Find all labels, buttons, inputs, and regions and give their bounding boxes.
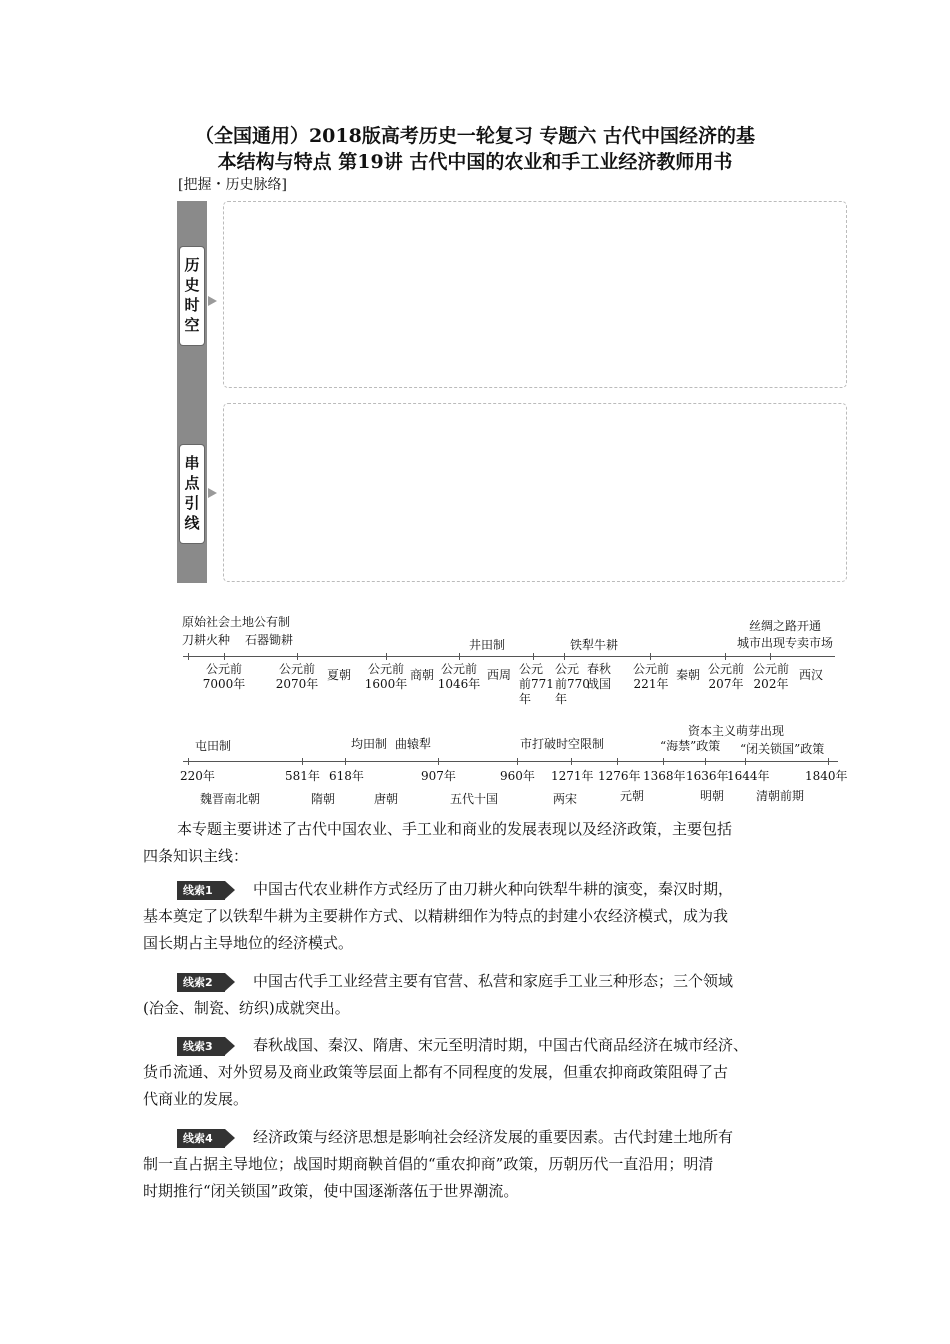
tl2-era: 明朝 bbox=[700, 789, 725, 803]
clue-1 bbox=[143, 876, 823, 957]
section-heading: [把握・历史脉络] bbox=[178, 177, 287, 193]
tl1-label: 铁犁牛耕 bbox=[570, 638, 619, 652]
tl1-date: 公元前 bbox=[752, 662, 790, 676]
tl1-era: 西汉 bbox=[799, 668, 824, 682]
tl2-era: 隋朝 bbox=[311, 792, 336, 806]
tl2-date: 907年 bbox=[421, 769, 456, 783]
tl2-era: 清朝前期 bbox=[756, 789, 805, 803]
tl2-tick bbox=[705, 758, 706, 765]
tl1-tick bbox=[564, 653, 565, 660]
tl2-tick bbox=[345, 758, 346, 765]
clue-line: 国长期占主导地位的经济模式。 bbox=[143, 934, 354, 952]
clue-line: 春秋战国、秦汉、隋唐、宋元至明清时期，中国古代商品经济在城市经济、 bbox=[253, 1036, 749, 1054]
tl2-date: 960年 bbox=[500, 769, 535, 783]
tl1-tick bbox=[533, 653, 534, 660]
clue-line: 中国古代农业耕作方式经历了由刀耕火种向铁犁牛耕的演变，秦汉时期， bbox=[253, 880, 734, 898]
tl1-date: 公元前 bbox=[367, 662, 405, 676]
tl2-tick bbox=[517, 758, 518, 765]
clue-line: 时期推行“闭关锁国”政策，使中国逐渐落伍于世界潮流。 bbox=[143, 1182, 519, 1200]
label-char: 点 bbox=[184, 474, 200, 492]
tl2-tick bbox=[663, 758, 664, 765]
tl2-date: 1368年 bbox=[643, 769, 686, 783]
tl1-label: 原始社会土地公有制 bbox=[182, 615, 291, 629]
tl2-era: 唐朝 bbox=[374, 792, 399, 806]
clue-badge: 线索3 bbox=[177, 1037, 225, 1056]
intro-line: 本专题主要讲述了古代中国农业、手工业和商业的发展表现以及经济政策，主要包括 bbox=[177, 820, 733, 838]
tl2-era: 两宋 bbox=[553, 792, 578, 806]
tl1-label: 井田制 bbox=[469, 638, 506, 652]
label-connect-points bbox=[180, 445, 204, 543]
tl1-date: 公元 bbox=[555, 662, 580, 676]
tl1-date: 207年 bbox=[708, 677, 744, 691]
tl1-era: 春秋 bbox=[587, 662, 612, 676]
tl2-label: 市打破时空限制 bbox=[520, 737, 605, 751]
tl2-tick bbox=[302, 758, 303, 765]
tl2-label: 均田制 bbox=[351, 737, 388, 751]
label-history-time-space bbox=[180, 247, 204, 345]
tl2-label: 屯田制 bbox=[195, 739, 232, 753]
document-title-line1: （全国通用）2018版高考历史一轮复习 专题六 古代中国经济的基 bbox=[194, 125, 756, 147]
tl1-date: 年 bbox=[555, 692, 568, 706]
label-char: 空 bbox=[184, 316, 200, 334]
tl2-tick bbox=[745, 758, 746, 765]
tl2-tick bbox=[571, 758, 572, 765]
tl1-date: 公元前 bbox=[632, 662, 670, 676]
tl1-tick bbox=[297, 653, 298, 660]
tl1-date: 公元 bbox=[519, 662, 544, 676]
tl1-tick bbox=[224, 653, 225, 660]
label-char: 时 bbox=[184, 296, 200, 314]
clue-4 bbox=[143, 1124, 823, 1205]
tl2-date: 1644年 bbox=[727, 769, 770, 783]
tl1-date: 2070年 bbox=[275, 677, 319, 691]
tl2-era: 魏晋南北朝 bbox=[200, 792, 261, 806]
tl2-tick bbox=[617, 758, 618, 765]
clue-line: 代商业的发展。 bbox=[143, 1090, 249, 1108]
clue-badge: 线索1 bbox=[177, 881, 225, 900]
tl1-date: 前770 bbox=[555, 677, 590, 691]
tl1-era: 西周 bbox=[487, 668, 512, 682]
tl2-era: 五代十国 bbox=[450, 792, 499, 806]
tl2-date: 220年 bbox=[180, 769, 215, 783]
tl1-era: 商朝 bbox=[410, 668, 435, 682]
tl1-label: 石器锄耕 bbox=[245, 633, 294, 647]
label-char: 线 bbox=[184, 514, 200, 532]
intro-paragraph bbox=[143, 816, 823, 870]
clue-line: 制一直占据主导地位；战国时期商鞅首倡的“重农抑商”政策，历朝历代一直沿用；明清 bbox=[143, 1155, 714, 1173]
tl2-date: 1276年 bbox=[598, 769, 641, 783]
arrow-right-icon bbox=[208, 488, 217, 498]
tl2-label: “闭关锁国”政策 bbox=[740, 742, 825, 756]
tl1-tick bbox=[770, 653, 771, 660]
tl2-date: 1271年 bbox=[551, 769, 594, 783]
tl1-axis bbox=[183, 656, 835, 657]
tl2-label: 曲辕犁 bbox=[395, 737, 432, 751]
tl1-label: 丝绸之路开通 bbox=[749, 619, 822, 633]
clue-2 bbox=[143, 968, 823, 1022]
tl2-date: 581年 bbox=[285, 769, 320, 783]
tl1-tick bbox=[386, 653, 387, 660]
tl1-date: 1600年 bbox=[364, 677, 408, 691]
tl1-date: 前771 bbox=[519, 677, 554, 691]
clue-line: 基本奠定了以铁犁牛耕为主要耕作方式、以精耕细作为特点的封建小农经济模式，成为我 bbox=[143, 907, 729, 925]
label-char: 串 bbox=[184, 454, 200, 472]
tl1-date: 公元前 bbox=[278, 662, 316, 676]
tl1-tick bbox=[725, 653, 726, 660]
tl1-date: 年 bbox=[519, 692, 532, 706]
tl1-tick bbox=[459, 653, 460, 660]
tl2-date: 1840年 bbox=[805, 769, 848, 783]
content-box-bottom bbox=[223, 403, 847, 582]
clue-badge: 线索4 bbox=[177, 1129, 225, 1148]
tl1-label: 刀耕火种 bbox=[182, 633, 231, 647]
tl2-tick bbox=[188, 758, 189, 765]
tl1-date: 7000年 bbox=[202, 677, 246, 691]
tl1-date: 202年 bbox=[753, 677, 789, 691]
tl2-tick bbox=[828, 758, 829, 765]
tl1-era: 秦朝 bbox=[676, 668, 701, 682]
tl1-date: 公元前 bbox=[440, 662, 478, 676]
arrow-right-icon bbox=[208, 296, 217, 306]
tl2-tick bbox=[438, 758, 439, 765]
intro-line: 四条知识主线： bbox=[143, 847, 249, 865]
label-char: 引 bbox=[184, 494, 200, 512]
tl2-date: 618年 bbox=[329, 769, 364, 783]
tl1-era: 夏朝 bbox=[327, 668, 352, 682]
clue-3 bbox=[143, 1032, 823, 1113]
tl2-label: “海禁”政策 bbox=[660, 739, 721, 753]
tl2-era: 元朝 bbox=[620, 789, 645, 803]
tl1-date: 公元前 bbox=[707, 662, 745, 676]
tl1-era: 战国 bbox=[587, 677, 612, 691]
tl1-date: 1046年 bbox=[437, 677, 481, 691]
tl1-date: 公元前 bbox=[205, 662, 243, 676]
document-title-line2: 本结构与特点 第19讲 古代中国的农业和手工业经济教师用书 bbox=[217, 151, 733, 173]
clue-line: 货币流通、对外贸易及商业政策等层面上都有不同程度的发展，但重农抑商政策阻碍了古 bbox=[143, 1063, 729, 1081]
tl2-date: 1636年 bbox=[686, 769, 729, 783]
clue-line: 中国古代手工业经营主要有官营、私营和家庭手工业三种形态；三个领域 bbox=[253, 972, 734, 990]
tl1-tick bbox=[188, 653, 189, 660]
label-char: 史 bbox=[184, 276, 200, 294]
content-box-top bbox=[223, 201, 847, 388]
clue-badge: 线索2 bbox=[177, 973, 225, 992]
tl2-axis bbox=[183, 761, 838, 762]
tl1-date: 221年 bbox=[633, 677, 669, 691]
label-char: 历 bbox=[184, 256, 200, 274]
tl1-tick bbox=[650, 653, 651, 660]
tl1-label: 城市出现专卖市场 bbox=[737, 636, 834, 650]
tl2-label: 资本主义萌芽出现 bbox=[688, 724, 785, 738]
clue-line: (冶金、制瓷、纺织)成就突出。 bbox=[143, 999, 350, 1017]
clue-line: 经济政策与经济思想是影响社会经济发展的重要因素。古代封建土地所有 bbox=[253, 1128, 734, 1146]
